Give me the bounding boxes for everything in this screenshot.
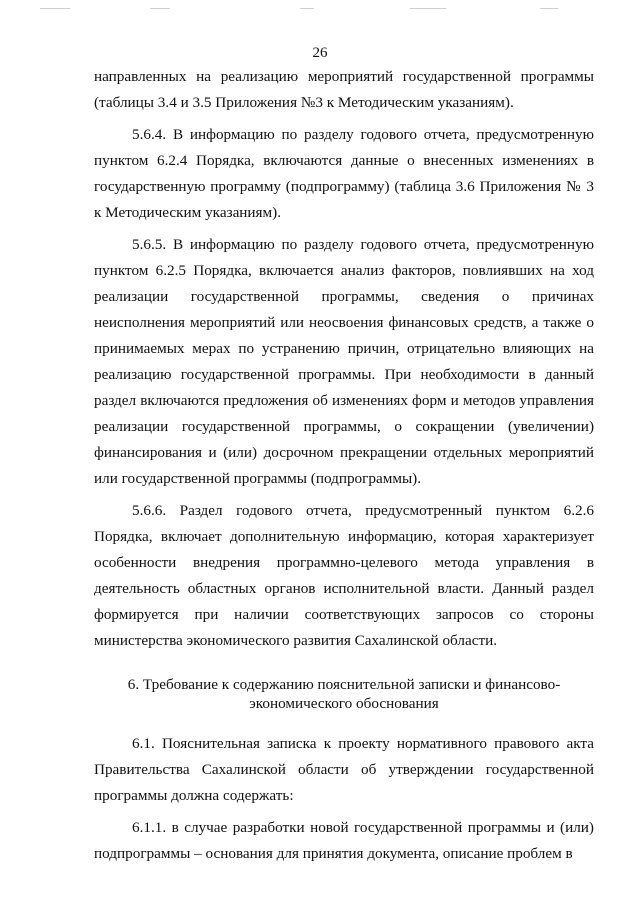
section-heading-line-1: 6. Требование к содержанию пояснительной записки и финансово- — [127, 676, 561, 693]
paragraph-5-6-6: 5.6.6. Раздел годового отчета, предусмотренный пунктом 6.2.6 Порядка, включает дополнительную информацию, которая характеризует особенности внедрения программно-целевого метода управления в деятельность областных органов исполнительной власти. Данный раздел формируется при наличии соответствующих запросов со стороны министерства экономического развития Сахалинской области. — [94, 502, 594, 649]
page-number: 26 — [312, 45, 328, 61]
paragraph-5-6-5: 5.6.5. В информацию по разделу годового отчета, предусмотренную пунктом 6.2.5 Порядка, включается анализ факторов, повлиявших на ход реализации государственной программы, сведения о причинах неисполнения мероприятий или неосвоения финансовых средств, а также о принимаемых мерах по устранению причин, отрицательно влияющих на реализацию государственной программы. При необходимости в данный раздел включаются предложения об изменениях форм и методов управления реализации государственной программы, о сокращении (увеличении) финансирования и (или) досрочном прекращении отдельных мероприятий или государственной программы (подпрограммы). — [94, 236, 594, 487]
paragraph-6-1-1: 6.1.1. в случае разработки новой государственной программы и (или) подпрограммы – основания для принятия документа, описание проблем в — [94, 819, 594, 862]
paragraph-6-1: 6.1. Пояснительная записка к проекту нормативного правового акта Правительства Сахалинской области об утверждении государственной программы должна содержать: — [94, 735, 594, 804]
document-body — [94, 64, 594, 867]
section-heading-line-2: экономического обоснования — [249, 695, 439, 712]
section-heading — [94, 675, 594, 713]
paragraph-continuation: направленных на реализацию мероприятий государственной программы (таблицы 3.4 и 3.5 Приложения №3 к Методическим указаниям). — [94, 68, 594, 111]
paragraph-5-6-4: 5.6.4. В информацию по разделу годового отчета, предусмотренную пунктом 6.2.4 Порядка, включаются данные о внесенных изменениях в государственную программу (подпрограмму) (таблица 3.6 Приложения № 3 к Методическим указаниям). — [94, 126, 594, 221]
scan-edge-marks — [0, 8, 640, 10]
